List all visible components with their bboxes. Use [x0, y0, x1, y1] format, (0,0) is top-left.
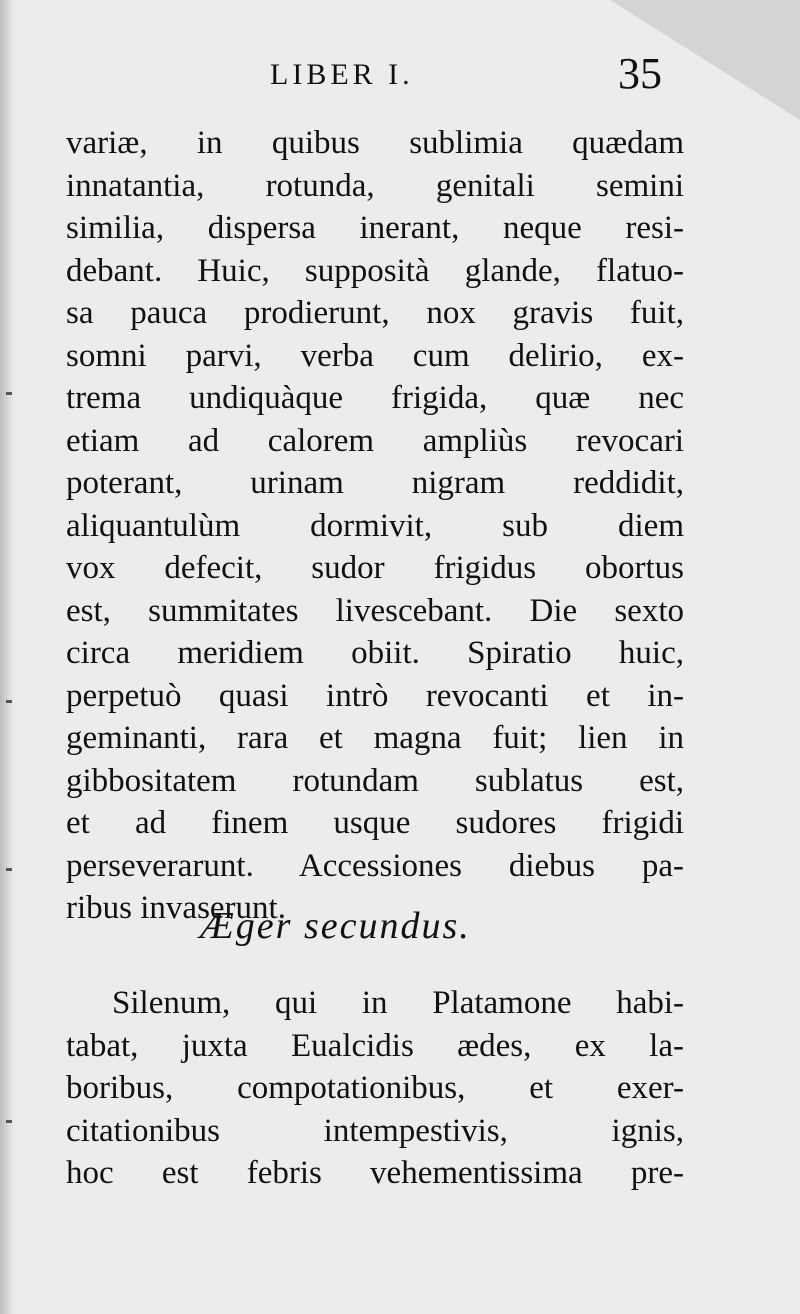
text-line: est, summitates livescebant. Die sexto	[66, 592, 684, 629]
text-line: debant. Huic, supposità glande, flatuo-	[66, 252, 684, 289]
text-line: trema undiquàque frigida, quæ nec	[66, 380, 684, 416]
text-line: geminanti, rara et magna fuit; lien in	[66, 720, 684, 756]
section-heading: Æger secundus.	[200, 905, 471, 947]
text-line: ribus invaserunt.	[66, 890, 286, 926]
paragraph-1	[66, 122, 684, 930]
text-line: boribus, compotationibus, et exer-	[66, 1070, 684, 1106]
paragraph-2	[66, 982, 684, 1195]
page-binding-edge	[0, 0, 14, 1314]
text-line: etiam ad calorem ampliùs revocari	[66, 422, 684, 459]
text-line: Silenum, qui in Platamone habi-	[112, 985, 684, 1021]
margin-mark	[6, 868, 12, 871]
margin-mark	[6, 392, 12, 395]
margin-mark	[6, 1120, 12, 1123]
text-line: citationibus intempestivis, ignis,	[66, 1112, 684, 1149]
text-line: tabat, juxta Eualcidis ædes, ex la-	[66, 1027, 684, 1064]
running-head: LIBER I.	[270, 58, 414, 91]
text-line: et ad finem usque sudores frigidi	[66, 805, 684, 841]
page-number: 35	[618, 49, 662, 98]
text-line: circa meridiem obiit. Spiratio huic,	[66, 635, 684, 671]
text-line: aliquantulùm dormivit, sub diem	[66, 507, 684, 544]
text-line: somni parvi, verba cum delirio, ex-	[66, 337, 684, 374]
text-line: hoc est febris vehementissima pre-	[66, 1155, 684, 1191]
text-line: poterant, urinam nigram reddidit,	[66, 465, 684, 501]
text-line: perpetuò quasi intrò revocanti et in-	[66, 677, 684, 714]
text-line: similia, dispersa inerant, neque resi-	[66, 210, 684, 246]
text-line: gibbositatem rotundam sublatus est,	[66, 762, 684, 799]
text-line: sa pauca prodierunt, nox gravis fuit,	[66, 295, 684, 331]
text-line: variæ, in quibus sublimia quædam	[66, 125, 684, 161]
text-line: vox defecit, sudor frigidus obortus	[66, 550, 684, 586]
text-line: innatantia, rotunda, genitali semini	[66, 167, 684, 204]
text-line: perseverarunt. Accessiones diebus pa-	[66, 847, 684, 884]
margin-mark	[6, 700, 12, 703]
